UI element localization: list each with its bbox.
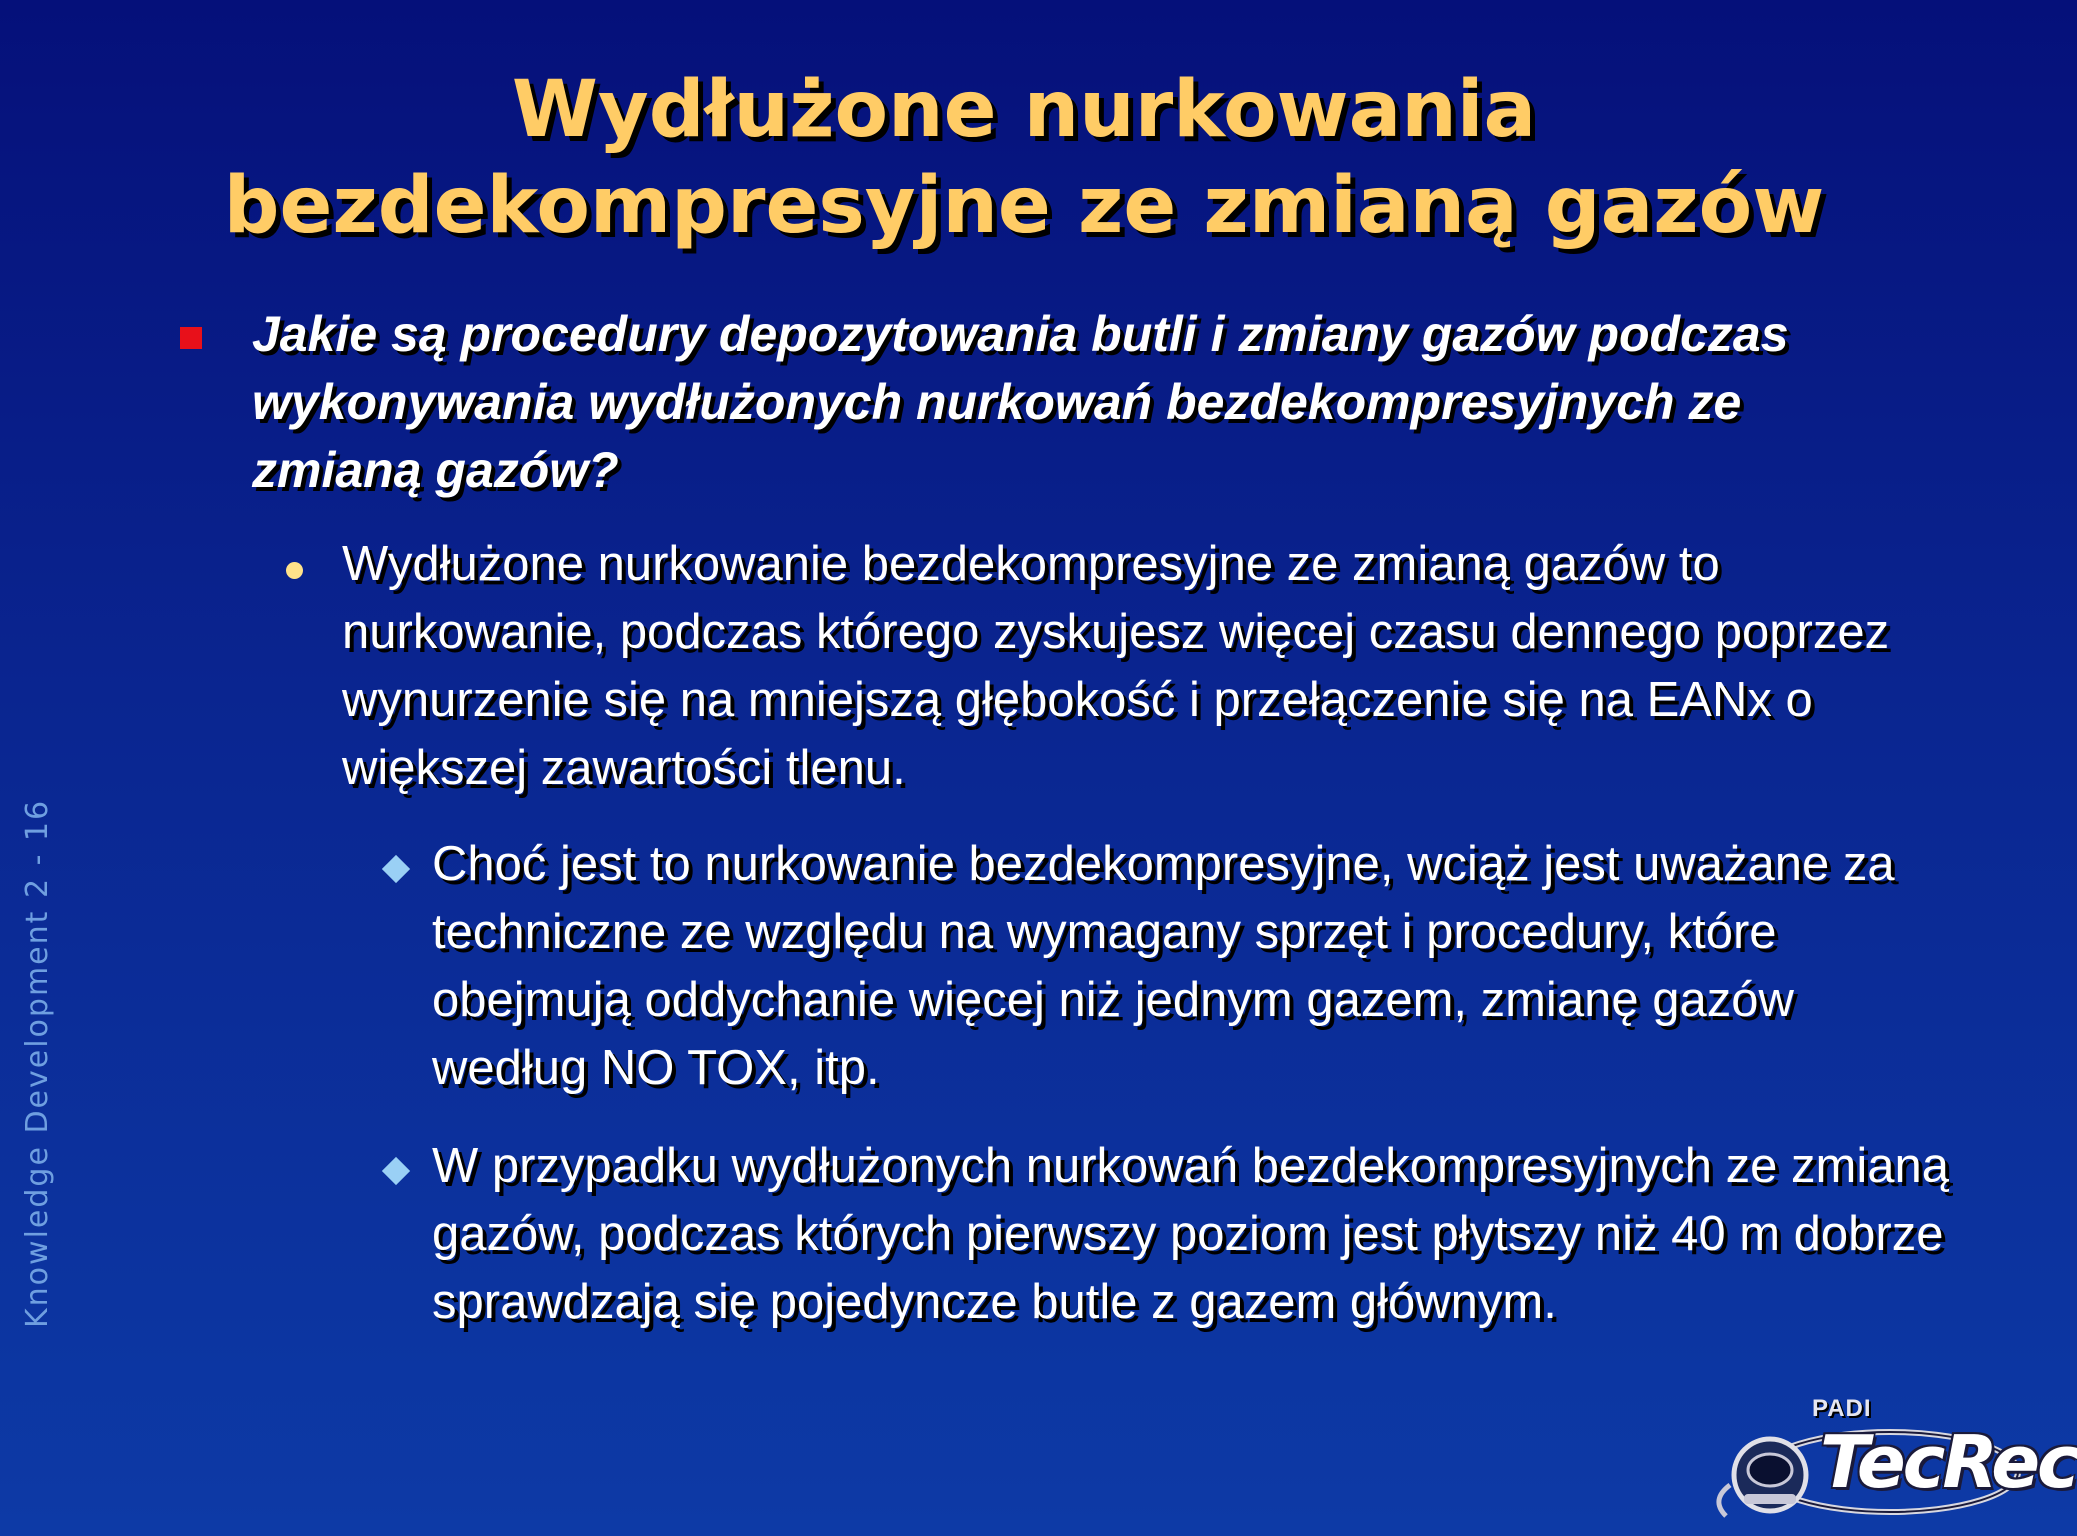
side-label: Knowledge Development 2 - 16 bbox=[20, 798, 55, 1328]
title-line-2: bezdekompresyjne ze zmianą gazów bbox=[223, 161, 1825, 251]
question-text: Jakie są procedury depozytowania butli i zmiany gazów podczas wykonywania wydłużonych nurkowań bezdekompresyjnych ze zmianą gazów? bbox=[252, 306, 1789, 498]
blue-diamond-bullet-icon bbox=[382, 1157, 410, 1185]
sub-point-1-text: Choć jest to nurkowanie bezdekompresyjne, wciąż jest uważane za techniczne ze względu na wymagany sprzęt i procedury, które obejmują oddychanie więcej niż jednym gazem, zmianę gazów według NO TOX, itp. bbox=[432, 837, 1895, 1095]
red-square-bullet-icon bbox=[180, 327, 202, 349]
slide-title bbox=[0, 62, 2048, 254]
title-line-1: Wydłużone nurkowania bbox=[511, 65, 1537, 155]
logo-brand: TecRec bbox=[1820, 1420, 2077, 1504]
main-point-text: Wydłużone nurkowanie bezdekompresyjne ze zmianą gazów to nurkowanie, podczas którego zyskujesz więcej czasu dennego poprzez wynurzenie się na mniejszą głębokość i przełączenie się na EANx o większej zawartości tlenu. bbox=[342, 537, 1890, 795]
blue-diamond-bullet-icon bbox=[382, 855, 410, 883]
sub-point-2-text: W przypadku wydłużonych nurkowań bezdekompresyjnych ze zmianą gazów, podczas których pierwszy poziom jest płytszy niż 40 m dobrze sprawdzają się pojedyncze butle z gazem głównym. bbox=[432, 1139, 1949, 1329]
logo-org: PADI bbox=[1812, 1395, 1872, 1422]
yellow-dot-bullet-icon bbox=[286, 562, 303, 579]
